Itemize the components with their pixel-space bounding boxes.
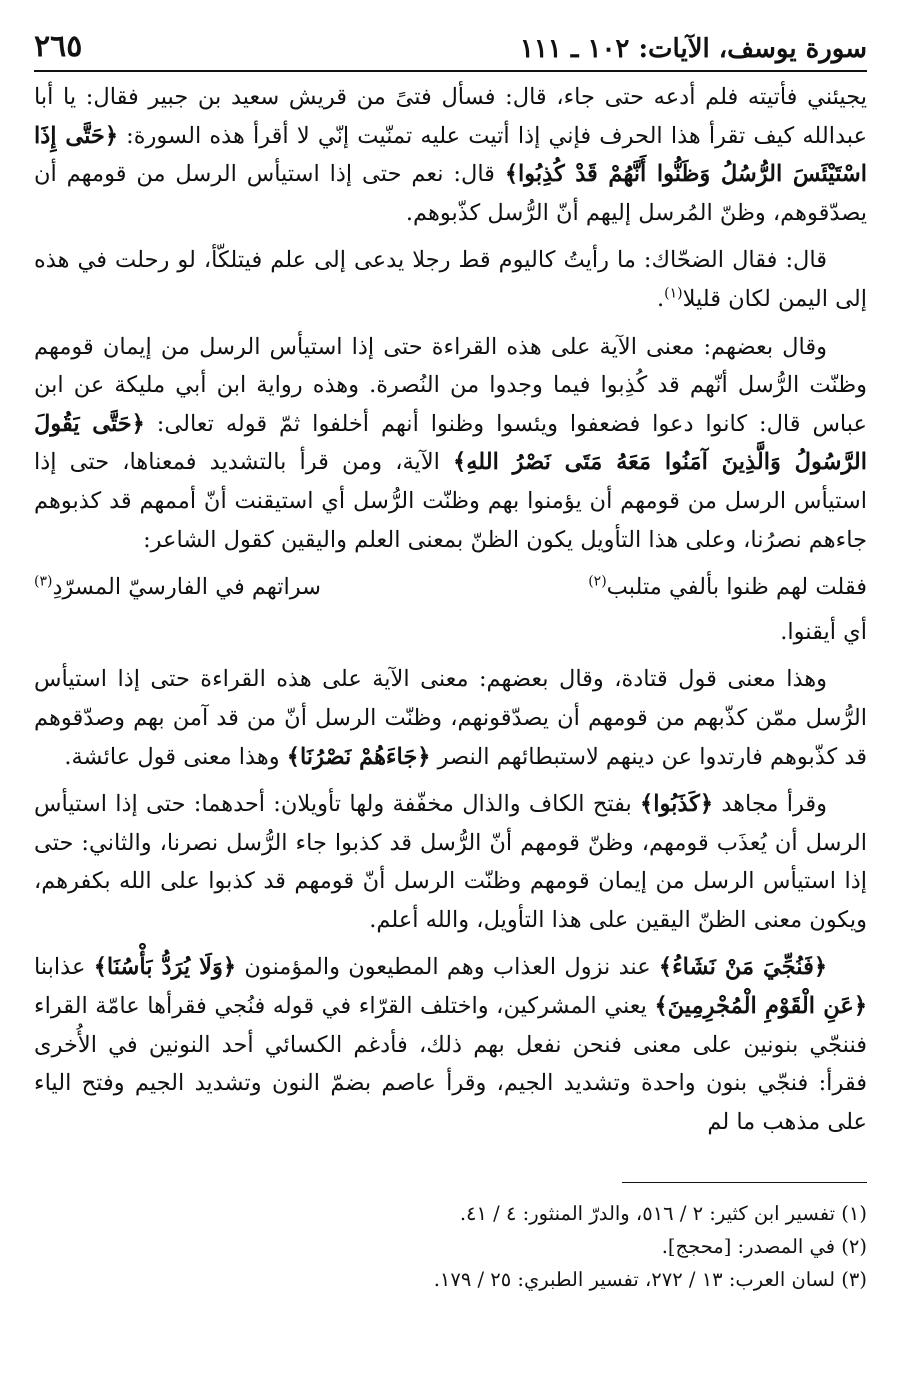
paragraph-4: أي أيقنوا. xyxy=(780,618,867,645)
paragraph-6: وقرأ مجاهد ﴿كَذَبُوا﴾ بفتح الكاف والذال مخفّفة ولها تأويلان: أحدهما: حتى إذا استيأس الرسل أن يُعذَب قومهم، وظنّ قومهم أنّ الرُّسل قد كذبوا جاء الرُّسل نصرنا، والثاني: حتى إذا استيأس الرسل من إيمان قومهم وظنّت الرسل أنّ قومهم قد كذبوا على الله بكفرهم، ويكون معنى الظنّ اليقين على هذا التأويل، والله أعلم. xyxy=(34,791,867,933)
main-text xyxy=(34,78,867,1141)
poetry-verse xyxy=(34,568,867,607)
quran-quote: ﴿جَاءَهُمْ نَصْرُنَا﴾ xyxy=(286,743,431,770)
quran-quote: ﴿حَتَّى إِذَا اسْتَيْئَسَ الرُّسُلُ وَظَنُّوا أَنَّهُمْ قَدْ كُذِبُوا﴾ xyxy=(34,122,867,188)
footnote-1: (١) تفسير ابن كثير: ٢ / ٥١٦، والدرّ المنثور: ٤ / ٤١. xyxy=(459,1202,867,1225)
footnote-ref-1: (١) xyxy=(664,285,683,302)
footnotes xyxy=(34,1182,867,1296)
footnote-divider xyxy=(622,1182,867,1183)
paragraph-2: قال: فقال الضحّاك: ما رأيتُ كاليوم قط رجلا يدعى إلى علم فيتلكّأ، لو رحلت في هذه إلى اليمن لكان قليلا$^{(١)}$. xyxy=(34,247,867,312)
page-number: ٢٦٥ xyxy=(34,29,83,64)
verse-second-hemistich: سراتهم في الفارسيّ المسرّدِ$^{(٣)}$ xyxy=(34,573,321,601)
quran-quote: ﴿كَذَبُوا﴾ xyxy=(640,791,714,818)
paragraph-1: يجيئني فأتيته فلم أدعه حتى جاء، قال: فسأل فتىً من قريش سعيد بن جبير فقال: يا أبا عبدالله كيف تقرأ هذا الحرف فإني إذا أتيت عليه تمنّيت إنّي لا أقرأ هذه السورة: ﴿حَتَّى إِذَا اسْتَيْئَسَ الرُّسُلُ وَظَنُّوا أَنَّهُمْ قَدْ كُذِبُوا﴾ قال: نعم حتى إذا استيأس الرسل من قومهم أن يصدّقوهم، وظنّ المُرسل إليهم أنّ الرُّسل كذّبوهم. xyxy=(34,84,868,226)
quran-quote: ﴿عَنِ الْقَوْمِ الْمُجْرِمِينَ﴾ xyxy=(654,993,868,1020)
verse-first-hemistich: فقلت لهم ظنوا بألفي متلبب$^{(٢)}$ xyxy=(588,573,867,601)
footnote-2: (٢) في المصدر: [محجج]. xyxy=(661,1235,867,1258)
page-header xyxy=(34,26,867,72)
footnote-ref-3: (٣) xyxy=(34,573,53,590)
paragraph-5: وهذا معنى قول قتادة، وقال بعضهم: معنى الآية على هذه القراءة حتى إذا استيأس الرُّسل ممّن كذّبهم من قومهم أن يصدّقونهم، وظنّت الرسل أنّ من قد آمن بهم وصدّقوهم قد كذّبوهم فارتدوا عن دينهم لاستبطائهم النصر ﴿جَاءَهُمْ نَصْرُنَا﴾ وهذا معنى قول عائشة. xyxy=(34,666,867,770)
quran-quote: ﴿حَتَّى يَقُولَ الرَّسُولُ وَالَّذِينَ آمَنُوا مَعَهُ مَتَى نَصْرُ اللهِ﴾ xyxy=(34,410,867,476)
footnote-3: (٣) لسان العرب: ١٣ / ٢٧٢، تفسير الطبري: ٢٥ / ١٧٩. xyxy=(433,1268,867,1291)
paragraph-7: ﴿فَنُجِّيَ مَنْ نَشَاءُ﴾ عند نزول العذاب وهم المطيعون والمؤمنون ﴿وَلَا يُرَدُّ بَأْسُنَا﴾ عذابنا ﴿عَنِ الْقَوْمِ الْمُجْرِمِينَ﴾ يعني المشركين، واختلف القرّاء في قوله فنُجي فقرأها عامّة القراء فننجّي بنونين على معنى فنحن نفعل بهم ذلك، فأدغم الكسائي أحد النونين في الأُخرى فقرأ: فنجّي بنون واحدة وتشديد الجيم، وقرأ عاصم بضمّ النون وتشديد الجيم وفتح الياء على مذهب ما لم xyxy=(34,954,868,1135)
quran-quote: ﴿وَلَا يُرَدُّ بَأْسُنَا﴾ xyxy=(93,954,237,981)
paragraph-3: وقال بعضهم: معنى الآية على هذه القراءة حتى إذا استيأس الرسل من إيمان قومهم وظنّت الرُّسل أنّهم قد كُذِبوا فيما وجدوا من النُصرة. وهذه رواية ابن أبي مليكة عن ابن عباس قال: كانوا دعوا فضعفوا ويئسوا وظنوا أنهم أخلفوا ثمّ قوله تعالى: ﴿حَتَّى يَقُولَ الرَّسُولُ وَالَّذِينَ آمَنُوا مَعَهُ مَتَى نَصْرُ اللهِ﴾ الآية، ومن قرأ بالتشديد فمعناها، حتى إذا استيأس الرسل من قومهم أن يؤمنوا بهم وظنّت الرُّسل أي استيقنت أنّ أممهم قد كذبوهم جاءهم نصرُنا، وعلى هذا التأويل يكون الظنّ بمعنى العلم واليقين كقول الشاعر: xyxy=(34,333,867,553)
quran-quote: ﴿فَنُجِّيَ مَنْ نَشَاءُ﴾ xyxy=(658,954,828,981)
running-title: سورة يوسف، الآيات: ١٠٢ ـ ١١١ xyxy=(519,34,867,64)
footnote-ref-2: (٢) xyxy=(588,573,607,590)
